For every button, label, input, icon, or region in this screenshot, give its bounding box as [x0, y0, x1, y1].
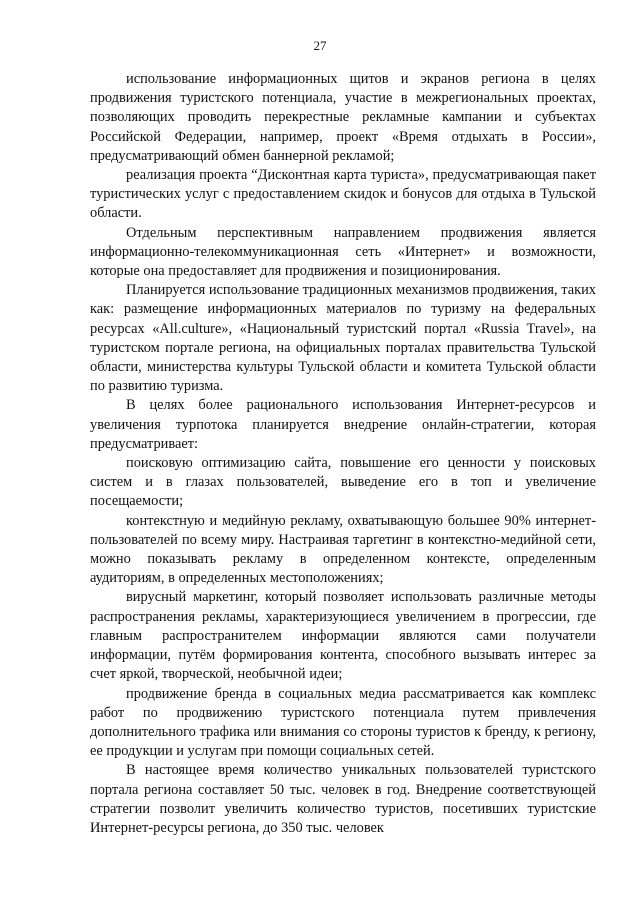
paragraph-traditional-mechanisms: Планируется использование традиционных механизмов продвижения, таких как: размещение информационных материалов по туризму на федеральных ресурсах «All.culture», «Национальный туристский портал «Russia Travel», на туристском портале региона, на официальных порталах правительства Тульской области, министерства культуры Тульской области и комитета Тульской области по развитию туризма.	[90, 282, 596, 395]
document-body	[90, 70, 596, 838]
paragraph-seo: поисковую оптимизацию сайта, повышение его ценности у поисковых систем и в глазах пользователей, выведение его в топ и увеличение посещаемости;	[90, 455, 596, 510]
paragraph-unique-users: В настоящее время количество уникальных пользователей туристского портала региона составляет 50 тыс. человек в год. Внедрение соответствующей стратегии позволит увеличить количество туристов, посетивших туристские Интернет-ресурсы региона, до 350 тыс. человек	[90, 762, 596, 836]
paragraph-online-strategy: В целях более рационального использования Интернет-ресурсов и увеличения турпотока планируется внедрение онлайн-стратегии, которая предусматривает:	[90, 397, 596, 452]
paragraph-social-media: продвижение бренда в социальных медиа рассматривается как комплекс работ по продвижению туристского потенциала путем привлечения дополнительного трафика или внимания со стороны туристов к бренду, к региону, ее продукции и услугам при помощи социальных сетей.	[90, 685, 596, 760]
paragraph-viral-marketing: вирусный маркетинг, который позволяет использовать различные методы распространения рекламы, характеризующиеся увеличением в прогрессии, где главным распространителем информации являются сами получатели информации, путём формирования контента, способного вызывать интерес за счет яркой, творческой, необычной идеи;	[90, 589, 596, 683]
paragraph-internet-direction: Отдельным перспективным направлением продвижения является информационно-телекоммуникационная сеть «Интернет» и возможности, которые она предоставляет для продвижения и позиционирования.	[90, 224, 596, 280]
paragraph-context-advertising: контекстную и медийную рекламу, охватывающую большее 90% интернет-пользователей по всему миру. Настраивая таргетинг в контекстно-медийной сети, можно показывать рекламу в определенном контексте, определенным аудиториям, в определенных местоположениях;	[90, 512, 596, 587]
page-number: 27	[313, 38, 327, 53]
paragraph-billboards: использование информационных щитов и экранов региона в целях продвижения туристского потенциала, участие в межрегиональных проектах, позволяющих проводить перекрестные рекламные кампании и субъектах Российской Федерации, например, проект «Время отдыхать в России», предусматривающий обмен баннерной рекламой;	[90, 71, 596, 164]
paragraph-discount-card: реализация проекта “Дисконтная карта туриста», предусматривающая пакет туристических услуг с предоставлением скидок и бонусов для отдыха в Тульской области.	[90, 167, 596, 222]
